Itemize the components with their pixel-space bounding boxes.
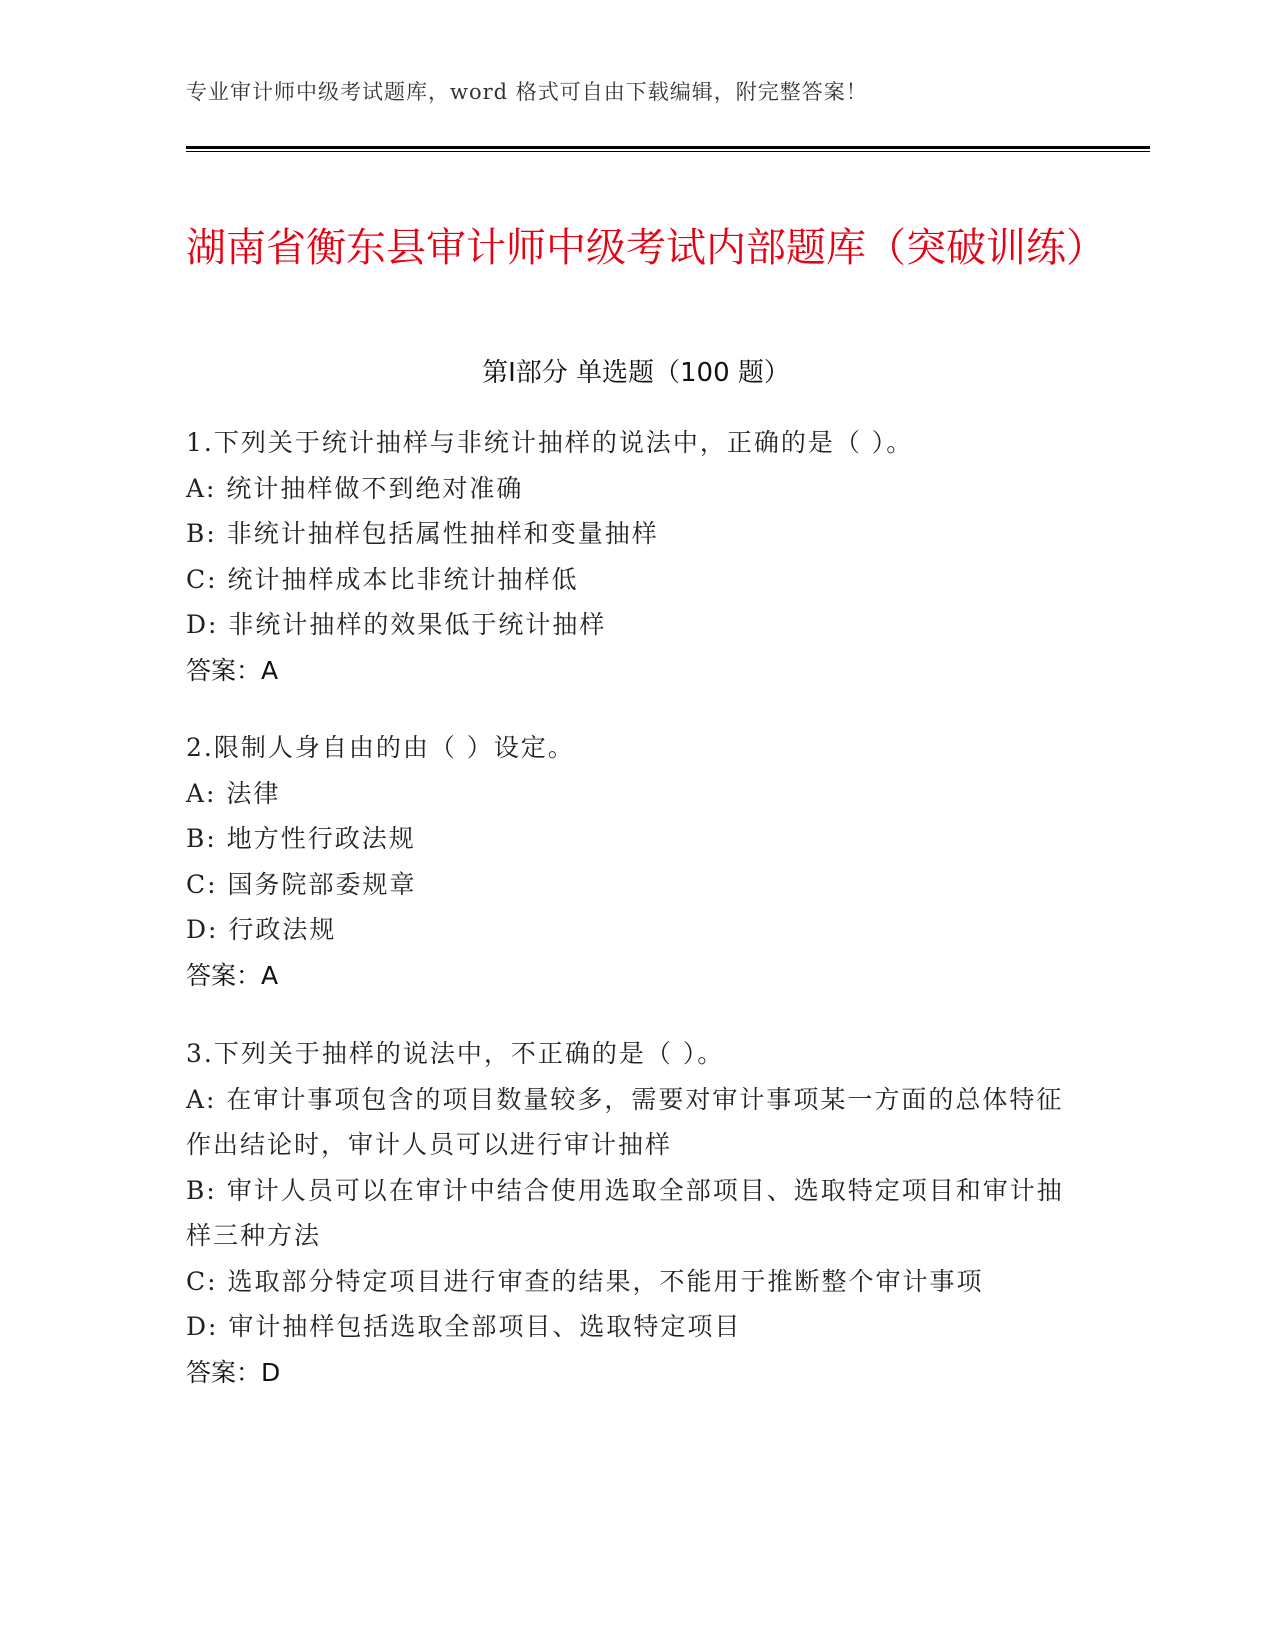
section-heading: 第Ⅰ部分 单选题（100 题） [482,358,790,388]
header-divider-thick [186,146,1150,149]
option-d: D: 非统计抽样的效果低于统计抽样 [186,610,607,639]
question-stem: 1.下列关于统计抽样与非统计抽样的说法中，正确的是（ ）。 [186,428,914,457]
option-a: A: 统计抽样做不到绝对准确 [186,473,524,503]
option-a: A: 法律 [186,778,281,808]
option-b: B: 非统计抽样包括属性抽样和变量抽样 [186,519,659,548]
question-stem: 3.下列关于抽样的说法中，不正确的是（ ）。 [186,1039,725,1068]
document-title: 湖南省衡东县审计师中级考试内部题库（突破训练） [186,224,1106,271]
option-d: D: 审计抽样包括选取全部项目、选取特定项目 [186,1312,742,1341]
answer: 答案：A [186,655,279,685]
answer: 答案：D [186,1357,281,1387]
question-2 [186,725,1086,998]
answer: 答案：A [186,960,279,990]
option-c: C: 国务院部委规章 [186,869,417,899]
question-1 [186,420,1086,693]
question-stem: 2.限制人身自由的由（ ）设定。 [186,733,575,762]
option-b: B: 审计人员可以在审计中结合使用选取全部项目、选取特定项目和审计抽样三种方法 [186,1175,1064,1250]
option-c: C: 统计抽样成本比非统计抽样低 [186,564,579,594]
option-b: B: 地方性行政法规 [186,824,416,853]
header-divider-thin [186,151,1150,152]
option-c: C: 选取部分特定项目进行审查的结果，不能用于推断整个审计事项 [186,1266,984,1296]
option-a: A: 在审计事项包含的项目数量较多，需要对审计事项某一方面的总体特征作出结论时，审计人员可以进行审计抽样 [186,1084,1064,1159]
header-note: 专业审计师中级考试题库，word 格式可自由下载编辑，附完整答案！ [186,80,868,104]
option-d: D: 行政法规 [186,915,337,944]
question-3 [186,1031,1086,1395]
